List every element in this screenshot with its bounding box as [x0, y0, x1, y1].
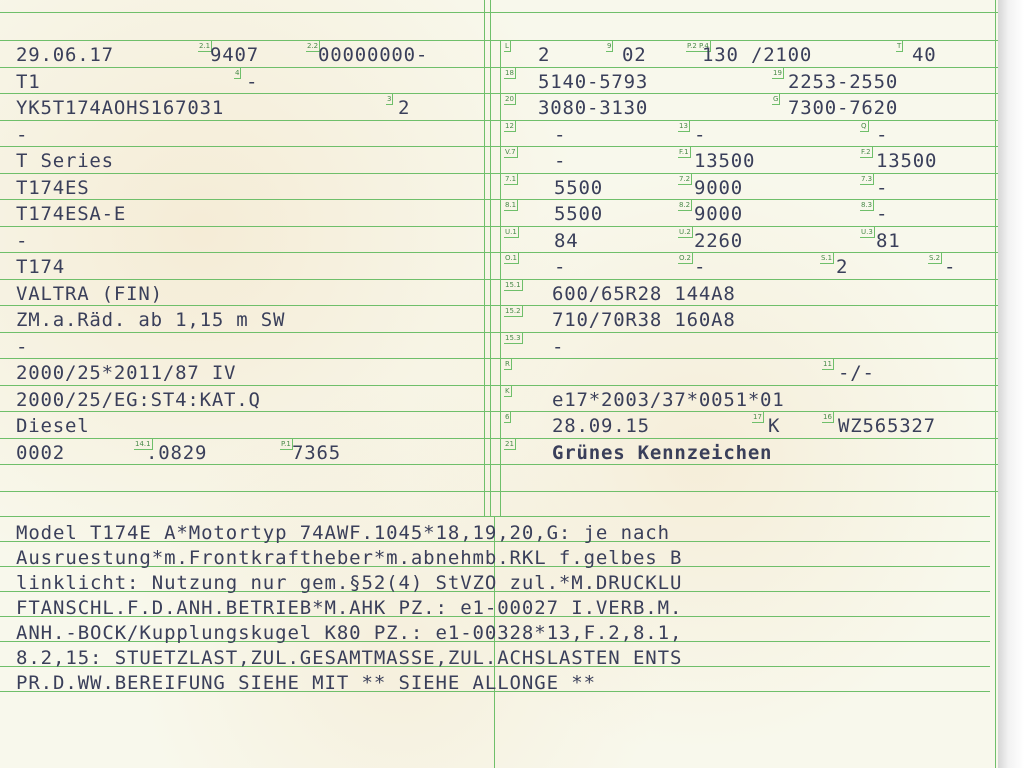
field-code: 11: [823, 360, 832, 368]
right-field-value: 2: [836, 256, 849, 278]
right-field-value: 40: [912, 44, 937, 66]
row-rule: [0, 411, 998, 412]
right-field-value: -: [876, 176, 889, 199]
left-field-value: Diesel: [16, 415, 90, 437]
row-rule: [0, 226, 998, 227]
column-divider: [484, 0, 485, 516]
row-rule: [0, 199, 998, 200]
remark-line: FTANSCHL.F.D.ANH.BETRIEB*M.AHK PZ.: e1-00027 I.VERB.M.: [16, 597, 683, 619]
left-field-value: VALTRA (FIN): [16, 282, 163, 305]
field-code: 2.2: [307, 42, 319, 50]
row-code: 18: [505, 68, 514, 77]
field-code: 16: [823, 413, 832, 421]
row-rule: [0, 120, 998, 121]
right-field-value: 5500: [554, 176, 603, 199]
row-rule: [0, 146, 998, 147]
right-field-value: -: [694, 123, 707, 146]
field-code: 3: [387, 95, 392, 103]
left-field-value: 2000/25/EG:ST4:KAT.Q: [16, 388, 261, 411]
remark-line: ANH.-BOCK/Kupplungskugel K80 PZ.: e1-00328*13,F.2,8.1,: [16, 622, 683, 644]
right-field-value: 13500: [876, 150, 938, 172]
row-rule: [0, 358, 998, 359]
left-field-value: -: [246, 70, 259, 93]
right-field-value: 84: [554, 229, 579, 252]
right-field-value: 3080-3130: [538, 97, 649, 119]
left-field-value: 2: [398, 97, 411, 119]
left-field-value: -: [16, 335, 29, 358]
field-code: G: [773, 95, 779, 103]
right-field-value: 5140-5793: [538, 70, 649, 93]
left-field-value: 00000000-: [318, 44, 429, 66]
left-field-value: 2000/25*2011/87 IV: [16, 362, 237, 384]
right-field-value: 710/70R38 160A8: [552, 309, 736, 331]
row-rule: [0, 252, 998, 253]
row-code: 12: [505, 121, 514, 130]
row-code: 20: [505, 95, 514, 103]
left-field-value: ZM.a.Räd. ab 1,15 m SW: [16, 309, 286, 331]
field-code: 4: [235, 68, 240, 77]
right-field-value: 9000: [694, 176, 743, 199]
left-field-value: T174: [16, 256, 65, 278]
right-field-value: -/-: [838, 362, 875, 384]
field-code: O.2: [679, 254, 691, 262]
row-code: U.1: [505, 227, 517, 236]
left-field-value: 0002: [16, 441, 65, 464]
right-field-value: -: [554, 150, 567, 172]
right-field-value: 130 /2100: [702, 44, 813, 66]
row-rule: [0, 491, 998, 492]
field-code: 14.1: [135, 439, 151, 448]
left-field-value: T1: [16, 70, 41, 93]
row-code: 21: [505, 439, 514, 448]
left-field-value: 7365: [292, 441, 341, 464]
field-code: 8.2: [679, 201, 691, 209]
row-code: R: [505, 360, 510, 368]
right-field-value: -: [554, 123, 567, 146]
row-rule: [0, 305, 998, 306]
field-code: 19: [773, 68, 782, 77]
right-field-value: 600/65R28 144A8: [552, 282, 736, 305]
right-field-value: -: [694, 256, 707, 278]
field-code: 13: [679, 121, 688, 130]
row-rule: [0, 464, 998, 465]
right-field-value: -: [554, 256, 567, 278]
field-code: F.2: [861, 148, 871, 156]
left-field-value: .0829: [146, 441, 208, 464]
row-code: 15.2: [505, 307, 521, 315]
remark-rule: [0, 516, 990, 517]
row-rule: [0, 40, 998, 41]
column-divider: [500, 40, 501, 516]
right-field-value: 9000: [694, 203, 743, 225]
right-border: [995, 0, 996, 768]
row-code: L: [505, 42, 509, 50]
row-code: 7.1: [505, 174, 517, 183]
row-rule: [0, 279, 998, 280]
top-rule: [0, 12, 998, 13]
right-field-value: 5500: [554, 203, 603, 225]
field-code: 8.3: [861, 201, 873, 209]
row-code: 15.3: [505, 333, 521, 342]
row-rule: [0, 93, 998, 94]
left-field-value: T174ES: [16, 176, 90, 199]
field-code: U.3: [861, 227, 873, 236]
remark-line: linklicht: Nutzung nur gem.§52(4) StVZO zul.*M.DRUCKLU: [16, 572, 683, 594]
right-field-value: 81: [876, 229, 901, 252]
right-field-value: Grünes Kennzeichen: [552, 441, 773, 464]
left-field-value: YK5T174AOHS167031: [16, 97, 225, 119]
remark-line: Model T174E A*Motortyp 74AWF.1045*18,19,20,G: je nach: [16, 522, 670, 544]
right-field-value: 7300-7620: [788, 97, 899, 119]
right-field-value: 2253-2550: [788, 70, 899, 93]
right-field-value: K: [768, 415, 781, 437]
field-code: P.1: [281, 439, 291, 448]
row-rule: [0, 332, 998, 333]
page-edge: [998, 0, 1024, 768]
left-field-value: 29.06.17: [16, 44, 114, 66]
row-code: K: [505, 386, 510, 395]
left-field-value: T Series: [16, 150, 114, 172]
row-rule: [0, 385, 998, 386]
remark-line: PR.D.WW.BEREIFUNG SIEHE MIT ** SIEHE ALLONGE **: [16, 672, 596, 694]
right-field-value: -: [944, 256, 957, 278]
field-code: U.2: [679, 227, 691, 236]
right-field-value: 28.09.15: [552, 415, 650, 437]
field-code: 7.3: [861, 174, 873, 183]
row-code: 15.1: [505, 280, 521, 289]
remark-line: Ausruestung*m.Frontkraftheber*m.abnehmb.RKL f.gelbes B: [16, 547, 683, 569]
field-code: T: [897, 42, 902, 50]
row-code: 8.1: [505, 201, 517, 209]
field-code: S.1: [821, 254, 833, 262]
right-field-value: WZ565327: [838, 415, 936, 437]
left-field-value: T174ESA-E: [16, 203, 127, 225]
right-field-value: -: [552, 335, 565, 358]
right-field-value: 2: [538, 44, 551, 66]
row-code: V.7: [505, 148, 516, 156]
row-code: 6: [505, 413, 510, 421]
row-rule: [0, 67, 998, 68]
field-code: 9: [607, 42, 612, 50]
left-field-value: -: [16, 229, 29, 252]
right-field-value: 02: [622, 44, 647, 66]
right-field-value: -: [876, 203, 889, 225]
field-code: Q: [861, 121, 867, 130]
right-field-value: -: [876, 123, 889, 146]
left-field-value: 9407: [210, 44, 259, 66]
left-field-value: -: [16, 123, 29, 146]
field-code: 7.2: [679, 174, 691, 183]
remark-line: 8.2,15: STUETZLAST,ZUL.GESAMTMASSE,ZUL.ACHSLASTEN ENTS: [16, 647, 683, 669]
field-code: 17: [753, 413, 762, 421]
row-rule: [0, 173, 998, 174]
field-code: 2.1: [199, 42, 211, 50]
field-code: F.1: [679, 148, 689, 156]
field-code: P.2 P.4: [687, 42, 709, 50]
row-code: O.1: [505, 254, 517, 262]
field-code: S.2: [929, 254, 941, 262]
column-divider: [490, 0, 491, 516]
right-field-value: e17*2003/37*0051*01: [552, 388, 785, 411]
right-field-value: 2260: [694, 229, 743, 252]
right-field-value: 13500: [694, 150, 756, 172]
